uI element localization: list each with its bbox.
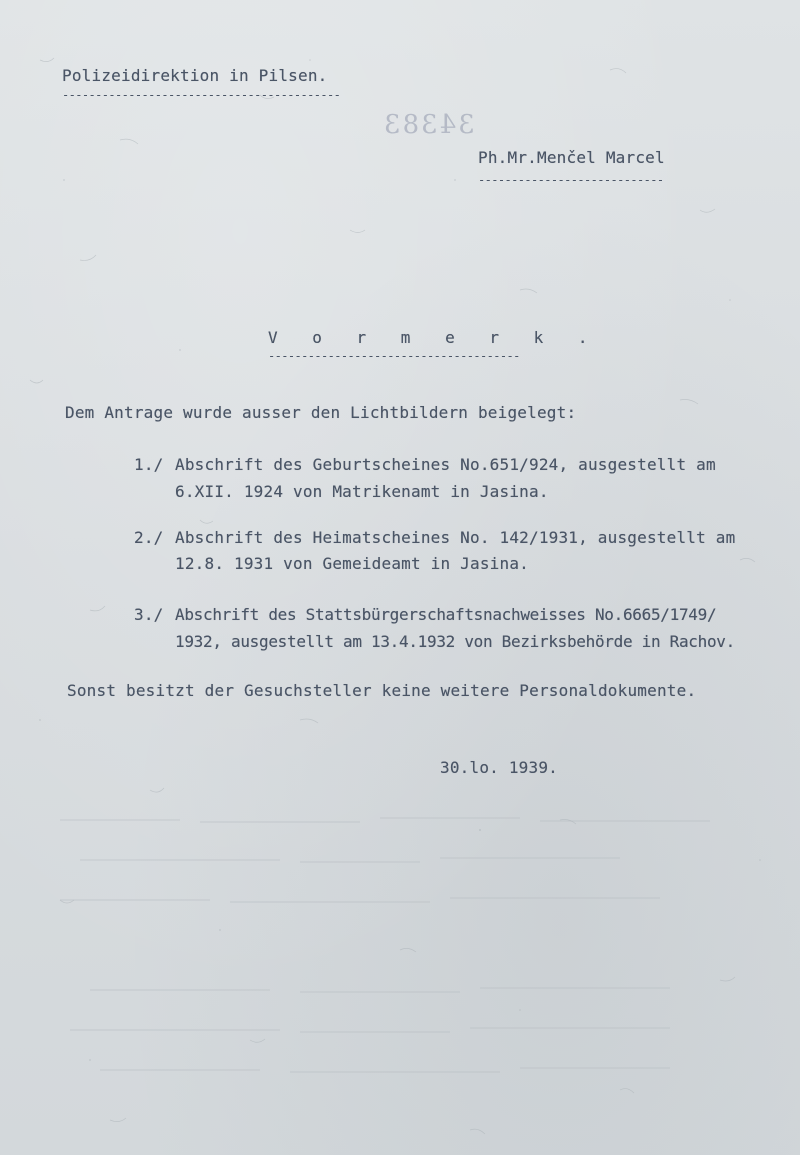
item-number: 3./ <box>134 605 164 624</box>
document-date: 30.lo. 1939. <box>440 758 558 777</box>
subject-underline: ---------------------------- <box>478 173 664 187</box>
item-line: Abschrift des Heimatscheines No. 142/1931, ausgestellt am <box>175 528 736 547</box>
item-number: 1./ <box>134 455 164 474</box>
intro-line: Dem Antrage wurde ausser den Lichtbildern beigelegt: <box>65 403 577 422</box>
authority-heading: Polizeidirektion in Pilsen. <box>62 66 328 85</box>
item-line: Abschrift des Stattsbürgerschaftsnachweisses No.6665/1749/ <box>175 605 717 624</box>
item-line: 6.XII. 1924 von Matrikenamt in Jasina. <box>175 482 549 501</box>
item-line: 1932, ausgestellt am 13.4.1932 von Bezirksbehörde in Rachov. <box>175 632 735 651</box>
authority-underline: ------------------------------------------ <box>62 88 341 102</box>
page-title: V o r m e r k . <box>268 328 600 347</box>
title-underline: -------------------------------------- <box>268 349 520 363</box>
item-number: 2./ <box>134 528 164 547</box>
item-line: 12.8. 1931 von Gemeideamt in Jasina. <box>175 554 529 573</box>
item-line: Abschrift des Geburtscheines No.651/924, ausgestellt am <box>175 455 716 474</box>
closing-line: Sonst besitzt der Gesuchsteller keine weitere Personaldokumente. <box>67 681 697 700</box>
subject-name: Ph.Mr.Menčel Marcel <box>478 148 665 167</box>
stamp-number: 34383 <box>382 110 475 140</box>
